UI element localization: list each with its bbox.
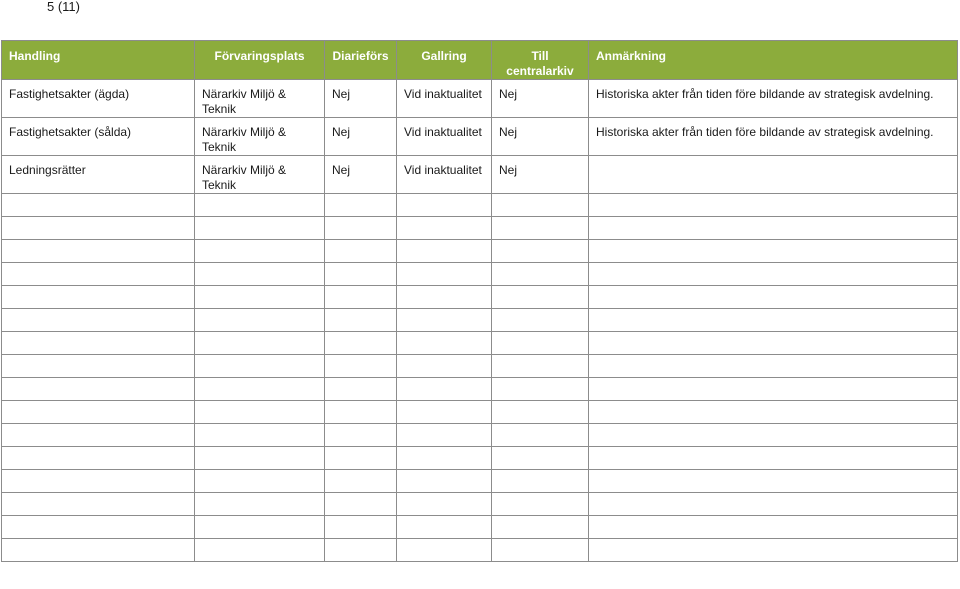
cell-handling: Ledningsrätter bbox=[2, 156, 195, 194]
cell-till-centralarkiv: Nej bbox=[492, 156, 589, 194]
empty-cell bbox=[589, 424, 958, 447]
empty-table-row bbox=[2, 470, 958, 493]
header-till-centralarkiv: Till centralarkiv bbox=[492, 41, 589, 80]
empty-cell bbox=[492, 240, 589, 263]
empty-cell bbox=[492, 263, 589, 286]
empty-cell bbox=[397, 194, 492, 217]
empty-cell bbox=[397, 240, 492, 263]
cell-anmarkning: Historiska akter från tiden före bildande av strategisk avdelning. bbox=[589, 118, 958, 156]
empty-cell bbox=[397, 217, 492, 240]
empty-cell bbox=[589, 493, 958, 516]
cell-forvaringsplats: Närarkiv Miljö & Teknik bbox=[195, 80, 325, 118]
empty-cell bbox=[397, 263, 492, 286]
empty-cell bbox=[589, 217, 958, 240]
empty-cell bbox=[2, 447, 195, 470]
empty-cell bbox=[325, 470, 397, 493]
empty-cell bbox=[492, 332, 589, 355]
empty-cell bbox=[2, 401, 195, 424]
empty-table-row bbox=[2, 378, 958, 401]
empty-cell bbox=[492, 286, 589, 309]
empty-cell bbox=[195, 263, 325, 286]
empty-cell bbox=[325, 378, 397, 401]
empty-cell bbox=[492, 516, 589, 539]
empty-cell bbox=[2, 493, 195, 516]
empty-cell bbox=[589, 378, 958, 401]
empty-cell bbox=[589, 539, 958, 562]
empty-cell bbox=[589, 263, 958, 286]
cell-gallring: Vid inaktualitet bbox=[397, 80, 492, 118]
empty-cell bbox=[397, 424, 492, 447]
empty-cell bbox=[397, 355, 492, 378]
empty-cell bbox=[492, 539, 589, 562]
empty-cell bbox=[195, 332, 325, 355]
cell-diariefors: Nej bbox=[325, 80, 397, 118]
empty-cell bbox=[397, 539, 492, 562]
table-row bbox=[2, 118, 958, 156]
empty-cell bbox=[492, 424, 589, 447]
empty-cell bbox=[397, 447, 492, 470]
empty-cell bbox=[2, 263, 195, 286]
header-diariefors: Diarieförs bbox=[325, 41, 397, 80]
empty-cell bbox=[325, 286, 397, 309]
records-table bbox=[1, 40, 958, 562]
cell-gallring: Vid inaktualitet bbox=[397, 156, 492, 194]
empty-cell bbox=[397, 286, 492, 309]
empty-cell bbox=[195, 447, 325, 470]
empty-cell bbox=[195, 355, 325, 378]
empty-cell bbox=[589, 286, 958, 309]
empty-table-row bbox=[2, 516, 958, 539]
header-forvaringsplats: Förvaringsplats bbox=[195, 41, 325, 80]
empty-cell bbox=[325, 309, 397, 332]
empty-cell bbox=[2, 470, 195, 493]
empty-cell bbox=[492, 470, 589, 493]
empty-cell bbox=[325, 217, 397, 240]
empty-cell bbox=[195, 401, 325, 424]
empty-cell bbox=[589, 240, 958, 263]
empty-cell bbox=[2, 286, 195, 309]
empty-table-row bbox=[2, 355, 958, 378]
empty-cell bbox=[397, 493, 492, 516]
empty-cell bbox=[2, 516, 195, 539]
empty-cell bbox=[397, 470, 492, 493]
empty-table-row bbox=[2, 493, 958, 516]
empty-cell bbox=[2, 539, 195, 562]
empty-cell bbox=[492, 378, 589, 401]
empty-table-row bbox=[2, 194, 958, 217]
empty-cell bbox=[397, 309, 492, 332]
empty-cell bbox=[589, 309, 958, 332]
empty-cell bbox=[589, 332, 958, 355]
empty-cell bbox=[492, 355, 589, 378]
cell-anmarkning bbox=[589, 156, 958, 194]
empty-cell bbox=[325, 240, 397, 263]
empty-table-row bbox=[2, 424, 958, 447]
empty-cell bbox=[195, 378, 325, 401]
empty-cell bbox=[492, 194, 589, 217]
empty-cell bbox=[325, 401, 397, 424]
cell-handling: Fastighetsakter (sålda) bbox=[2, 118, 195, 156]
empty-cell bbox=[397, 516, 492, 539]
empty-cell bbox=[325, 263, 397, 286]
empty-table-row bbox=[2, 332, 958, 355]
cell-diariefors: Nej bbox=[325, 156, 397, 194]
cell-till-centralarkiv: Nej bbox=[492, 80, 589, 118]
cell-gallring: Vid inaktualitet bbox=[397, 118, 492, 156]
empty-cell bbox=[195, 539, 325, 562]
empty-cell bbox=[2, 355, 195, 378]
empty-cell bbox=[325, 516, 397, 539]
empty-cell bbox=[325, 424, 397, 447]
empty-cell bbox=[325, 539, 397, 562]
table-header-row bbox=[2, 41, 958, 80]
table-body bbox=[2, 80, 958, 562]
empty-cell bbox=[195, 309, 325, 332]
empty-table-row bbox=[2, 447, 958, 470]
empty-table-row bbox=[2, 263, 958, 286]
empty-table-row bbox=[2, 401, 958, 424]
empty-cell bbox=[325, 493, 397, 516]
header-gallring: Gallring bbox=[397, 41, 492, 80]
empty-cell bbox=[397, 332, 492, 355]
empty-cell bbox=[325, 355, 397, 378]
cell-diariefors: Nej bbox=[325, 118, 397, 156]
empty-cell bbox=[492, 309, 589, 332]
empty-cell bbox=[589, 447, 958, 470]
empty-cell bbox=[492, 217, 589, 240]
cell-forvaringsplats: Närarkiv Miljö & Teknik bbox=[195, 156, 325, 194]
empty-cell bbox=[2, 424, 195, 447]
header-handling: Handling bbox=[2, 41, 195, 80]
empty-cell bbox=[195, 217, 325, 240]
empty-cell bbox=[195, 424, 325, 447]
empty-cell bbox=[325, 447, 397, 470]
empty-table-row bbox=[2, 309, 958, 332]
empty-cell bbox=[195, 516, 325, 539]
empty-cell bbox=[2, 332, 195, 355]
page-number: 5 (11) bbox=[47, 0, 80, 14]
empty-cell bbox=[325, 194, 397, 217]
empty-cell bbox=[589, 355, 958, 378]
cell-till-centralarkiv: Nej bbox=[492, 118, 589, 156]
empty-cell bbox=[195, 194, 325, 217]
empty-cell bbox=[397, 401, 492, 424]
header-anmarkning: Anmärkning bbox=[589, 41, 958, 80]
empty-cell bbox=[589, 401, 958, 424]
empty-cell bbox=[589, 194, 958, 217]
empty-cell bbox=[397, 378, 492, 401]
cell-forvaringsplats: Närarkiv Miljö & Teknik bbox=[195, 118, 325, 156]
cell-handling: Fastighetsakter (ägda) bbox=[2, 80, 195, 118]
empty-cell bbox=[492, 401, 589, 424]
empty-cell bbox=[2, 240, 195, 263]
empty-cell bbox=[2, 217, 195, 240]
empty-cell bbox=[492, 493, 589, 516]
empty-table-row bbox=[2, 539, 958, 562]
empty-cell bbox=[195, 286, 325, 309]
empty-table-row bbox=[2, 286, 958, 309]
empty-cell bbox=[195, 470, 325, 493]
empty-cell bbox=[2, 309, 195, 332]
empty-cell bbox=[195, 240, 325, 263]
empty-cell bbox=[589, 470, 958, 493]
empty-cell bbox=[325, 332, 397, 355]
empty-cell bbox=[492, 447, 589, 470]
table-row bbox=[2, 156, 958, 194]
empty-cell bbox=[195, 493, 325, 516]
empty-table-row bbox=[2, 217, 958, 240]
empty-cell bbox=[2, 194, 195, 217]
table-row bbox=[2, 80, 958, 118]
empty-table-row bbox=[2, 240, 958, 263]
empty-cell bbox=[589, 516, 958, 539]
empty-cell bbox=[2, 378, 195, 401]
cell-anmarkning: Historiska akter från tiden före bildande av strategisk avdelning. bbox=[589, 80, 958, 118]
